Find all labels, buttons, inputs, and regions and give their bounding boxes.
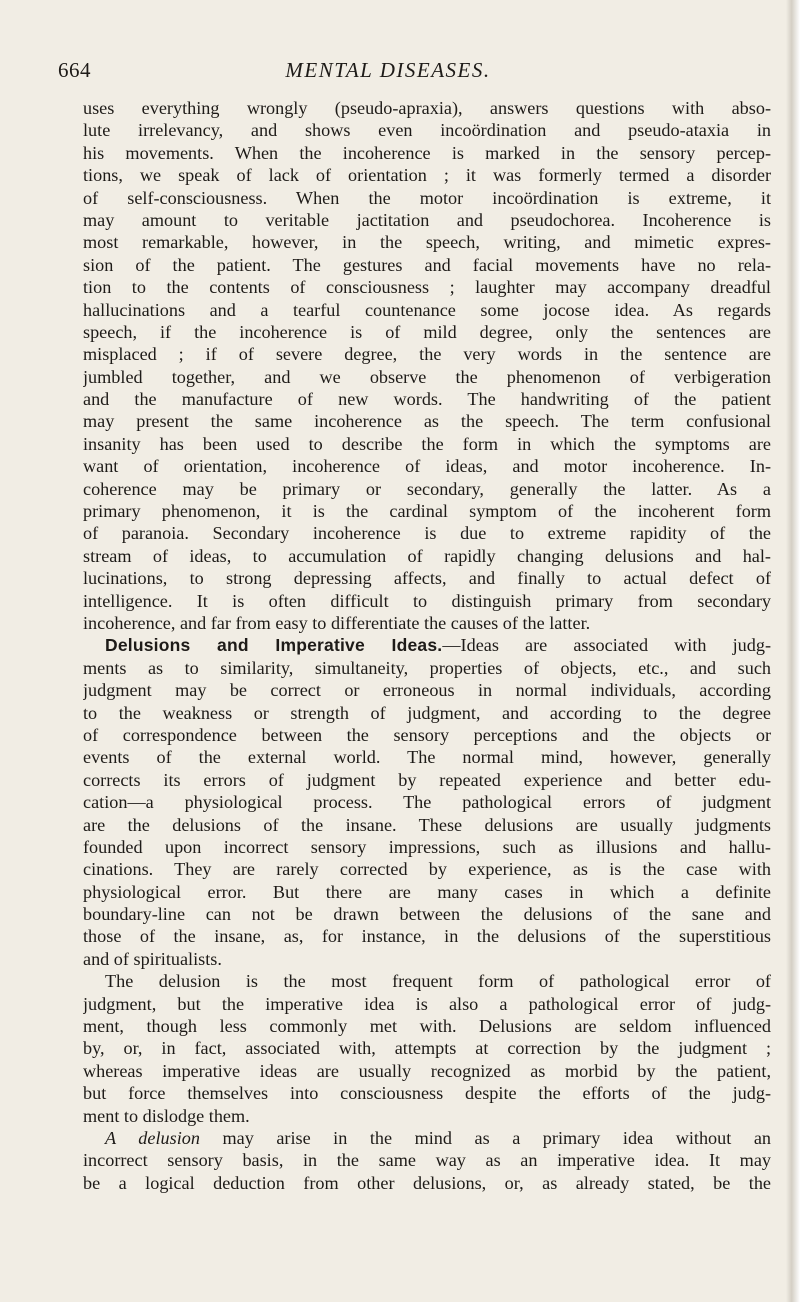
text-line: are the delusions of the insane. These delusions are usually judgments xyxy=(83,814,771,835)
text-line: sion of the patient. The gestures and facial movements have no rela- xyxy=(83,254,771,275)
section-first-line xyxy=(83,634,771,656)
text-line: to the weakness or strength of judgment, and according to the degree xyxy=(83,702,771,723)
section-delusions xyxy=(83,634,771,970)
page-number: 664 xyxy=(58,58,91,82)
text-line: of correspondence between the sensory perceptions and the objects or xyxy=(83,724,771,745)
text-line: incorrect sensory basis, in the same way as an imperative idea. It may xyxy=(83,1150,771,1171)
text-line: boundary-line can not be drawn between the delusions of the sane and xyxy=(83,904,771,925)
text-line: but force themselves into consciousness despite the efforts of the judg- xyxy=(83,1083,771,1104)
paragraph-4-first-line-text: may arise in the mind as a primary idea without an xyxy=(199,1127,771,1148)
text-line: founded upon incorrect sensory impressions, such as illusions and hallu- xyxy=(83,836,771,857)
text-line: lute irrelevancy, and shows even incoördination and pseudo-ataxia in xyxy=(83,120,771,141)
text-line: events of the external world. The normal mind, however, generally xyxy=(83,747,771,768)
text-line: judgment may be correct or erroneous in normal individuals, according xyxy=(83,680,771,701)
paragraph-3 xyxy=(83,970,771,1127)
text-line: coherence may be primary or secondary, generally the latter. As a xyxy=(83,478,771,499)
text-line: The delusion is the most frequent form of pathological error of xyxy=(105,971,771,992)
paragraph-4 xyxy=(83,1127,771,1194)
text-line: of self-consciousness. When the motor incoördination is extreme, it xyxy=(83,187,771,208)
text-line: stream of ideas, to accumulation of rapidly changing delusions and hal- xyxy=(83,545,771,566)
text-line: hallucinations and a tearful countenance some jocose idea. As regards xyxy=(83,299,771,320)
text-line: ment to dislodge them. xyxy=(83,1105,250,1126)
text-line: may amount to veritable jactitation and pseudochorea. Incoherence is xyxy=(83,209,771,230)
text-line: corrects its errors of judgment by repeated experience and better edu- xyxy=(83,769,771,790)
text-line: ments as to similarity, simultaneity, properties of objects, etc., and such xyxy=(83,657,771,678)
page-header xyxy=(58,58,718,88)
text-line: of paranoia. Secondary incoherence is due to extreme rapidity of the xyxy=(83,523,771,544)
text-line: judgment, but the imperative idea is also a pathological error of judg- xyxy=(83,993,771,1014)
text-line: may present the same incoherence as the speech. The term confusional xyxy=(83,411,771,432)
text-line: those of the insane, as, for instance, in the delusions of the superstitious xyxy=(83,926,771,947)
text-line: and the manufacture of new words. The handwriting of the patient xyxy=(83,389,771,410)
text-line: want of orientation, incoherence of ideas, and motor incoherence. In- xyxy=(83,456,771,477)
text-line: ment, though less commonly met with. Delusions are seldom influenced xyxy=(83,1016,771,1037)
section-first-line-text: —Ideas are associated with judg- xyxy=(442,635,771,656)
text-line: speech, if the incoherence is of mild degree, only the sentences are xyxy=(83,321,771,342)
page-edge-shadow xyxy=(786,0,800,1302)
text-line: misplaced ; if of severe degree, the very words in the sentence are xyxy=(83,344,771,365)
text-line: most remarkable, however, in the speech, writing, and mimetic expres- xyxy=(83,232,771,253)
text-line: cation—a physiological process. The pathological errors of judgment xyxy=(83,792,771,813)
body-text xyxy=(83,97,771,1194)
text-line: tion to the contents of consciousness ; laughter may accompany dreadful xyxy=(83,277,771,298)
italic-lead: A delusion xyxy=(105,1127,200,1148)
text-line: by, or, in fact, associated with, attempts at correction by the judgment ; xyxy=(83,1038,771,1059)
text-line: lucinations, to strong depressing affects, and finally to actual defect of xyxy=(83,568,771,589)
text-line: intelligence. It is often difficult to distinguish primary from secondary xyxy=(83,590,771,611)
paragraph-1 xyxy=(83,97,771,634)
text-line: his movements. When the incoherence is marked in the sensory percep- xyxy=(83,142,771,163)
text-line: physiological error. But there are many cases in which a definite xyxy=(83,881,771,902)
text-line: tions, we speak of lack of orientation ; it was formerly termed a disorder xyxy=(83,165,771,186)
text-line: cinations. They are rarely corrected by experience, as is the case with xyxy=(83,859,771,880)
text-line: whereas imperative ideas are usually recognized as morbid by the patient, xyxy=(83,1060,771,1081)
paragraph-4-first-line xyxy=(83,1127,771,1149)
text-line: and of spiritualists. xyxy=(83,948,222,969)
text-line: incoherence, and far from easy to differentiate the causes of the latter. xyxy=(83,612,591,633)
section-heading: Delusions and Imperative Ideas. xyxy=(105,635,443,656)
text-line: be a logical deduction from other delusions, or, as already stated, be the xyxy=(83,1172,771,1193)
running-head: MENTAL DISEASES. xyxy=(285,58,491,82)
text-line: primary phenomenon, it is the cardinal symptom of the incoherent form xyxy=(83,501,771,522)
text-line: uses everything wrongly (pseudo-apraxia), answers questions with abso- xyxy=(83,98,771,118)
text-line: insanity has been used to describe the form in which the symptoms are xyxy=(83,433,771,454)
text-line: jumbled together, and we observe the phenomenon of verbigeration xyxy=(83,366,771,387)
